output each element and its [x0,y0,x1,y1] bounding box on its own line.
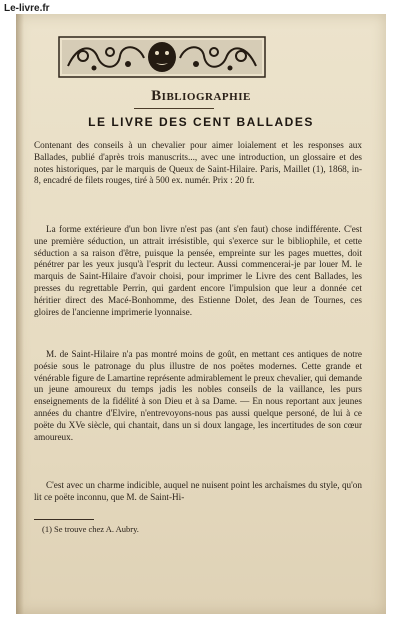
footnote: (1) Se trouve chez A. Aubry. [42,524,139,534]
footnote-divider [34,519,94,520]
section-heading: Bibliographie [151,88,251,104]
article-title: LE LIVRE DES CENT BALLADES [88,115,314,129]
watermark-text: Le-livre.fr [4,3,50,14]
paragraph-3: C'est avec un charme indicible, auquel ne nuisent point les archaïsmes du style, qu'on lit ce poëte inconnu, que M. de Saint-Hi- [34,480,362,502]
document-page [16,14,386,614]
paragraph-2: M. de Saint-Hilaire n'a pas montré moins de goût, en mettant ces antiques de notre poésie sous le patronage du plus illustre de nos poëtes modernes. Cette grande et vénérable figure de Lamartine représente admirablement le preux chevalier, qui demande un jeune amoureux du temps jadis les nobles conseils de la vaillance, les purs enseignements de la fidélité à son Dieu et à sa Dame. — En nous reportant aux jeunes années du chantre d'Elvire, n'entrevoyons-nous pas aussi quelque personé, de lui à ce poëte du XVe siècle, qui chantait, dans un si doux langage, les incertitudes de son cœur amoureux. [34,349,362,442]
book-summary: Contenant des conseils à un chevalier pour aimer loialement et les responses aux Ballades, publié d'après trois manuscrits..., avec une introduction, un glossaire et des notes historiques, par le marquis de Queux de Saint-Hilaire. Paris, Maillet (1), 1868, in-8, encadré de filets rouges, tiré à 500 ex. numér. Prix : 20 fr. [34,140,362,186]
paragraph-1: La forme extérieure d'un bon livre n'est pas (ant s'en faut) chose indifférente. C'est une première séduction, un attrait irrésistible, qui s'exerce sur le bibliophile, et cette séduction a sa raison d'être, puisque la pensée, empreinte sur les pages muettes, doit pénétrer par les yeux jusqu'à l'esprit du lecteur. Aussi commencerai-je par louer M. le marquis de Saint-Hilaire d'avoir choisi, pour imprimer le Livre des cent Ballades, les presses du regrettable Perrin, qui gardent encore l'impulsion que leur a donnée cet héritier direct des Macé-Bonhomme, des Estienne Dolet, des Jean de Tournes, ces gloires de l'ancienne imprimerie lyonnaise. [34,224,362,317]
floral-vignette-ornament-icon [58,36,266,78]
title-divider [134,108,214,109]
